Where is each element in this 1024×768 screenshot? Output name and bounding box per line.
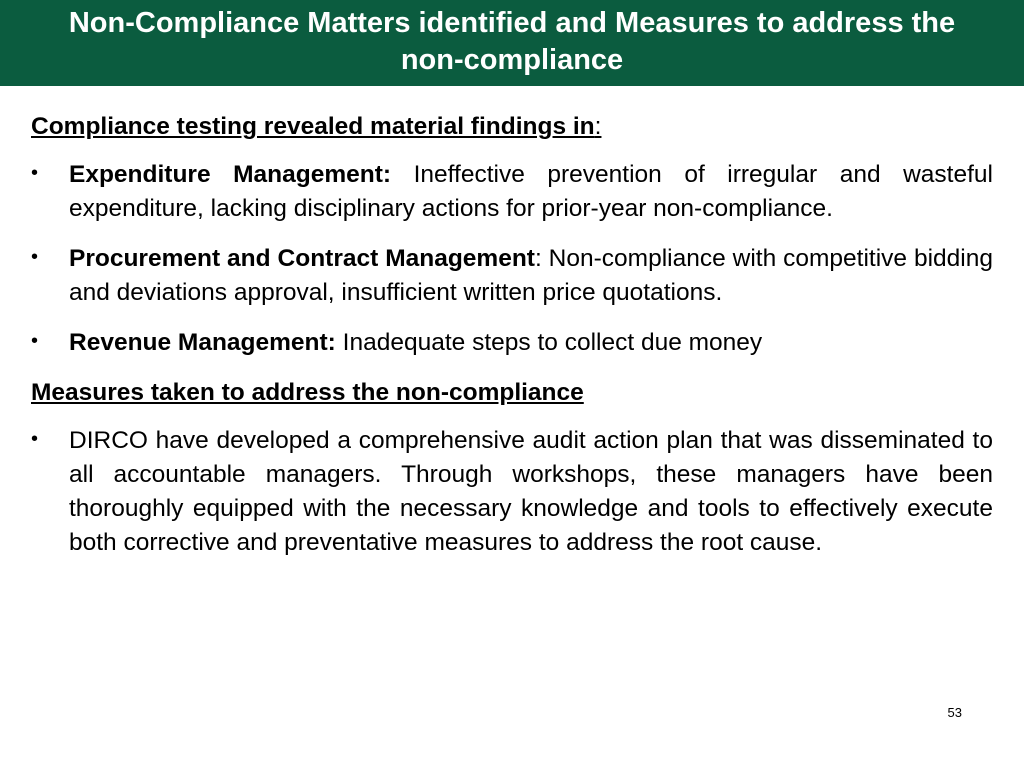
bullet-icon: • — [31, 246, 39, 268]
measure-text: DIRCO have developed a comprehensive audit action plan that was disseminated to all accountable managers. Through workshops, these managers have been thoroughly equipped with the necessary knowledge and tools to effectively execute both corrective and preventative measures to address the root cause. — [69, 427, 993, 556]
bullet-icon: • — [31, 330, 39, 352]
finding-item-revenue — [31, 326, 993, 360]
finding-label: Revenue Management: — [69, 329, 336, 356]
finding-label: Expenditure Management: — [69, 161, 392, 188]
findings-heading-colon: : — [594, 113, 602, 140]
bullet-icon: • — [31, 162, 39, 184]
title-bar — [0, 0, 1024, 86]
finding-label: Procurement and Contract Management — [69, 245, 535, 272]
measures-list — [31, 424, 993, 560]
bullet-icon: • — [31, 428, 39, 450]
findings-heading-text: Compliance testing revealed material findings in — [31, 113, 595, 140]
finding-item-procurement — [31, 242, 993, 310]
slide-content — [31, 110, 993, 576]
finding-text: : Non-compliance with competitive bidding and deviations approval, insufficient written price quotations. — [69, 245, 993, 306]
measures-heading — [31, 376, 993, 410]
measures-heading-text: Measures taken to address the non-compliance — [31, 379, 584, 406]
finding-text: Inadequate steps to collect due money — [335, 329, 763, 356]
measure-item — [31, 424, 993, 560]
findings-list — [31, 158, 993, 360]
page-number: 53 — [947, 705, 962, 720]
slide-title — [20, 5, 1004, 79]
finding-text: Ineffective prevention of irregular and wasteful expenditure, lacking disciplinary actions for prior-year non-compliance. — [69, 161, 993, 222]
slide-title-line-2: non-compliance — [400, 44, 624, 76]
finding-item-expenditure — [31, 158, 993, 226]
findings-heading — [31, 110, 993, 144]
slide-title-line-1: Non-Compliance Matters identified and Measures to address the — [68, 7, 956, 39]
